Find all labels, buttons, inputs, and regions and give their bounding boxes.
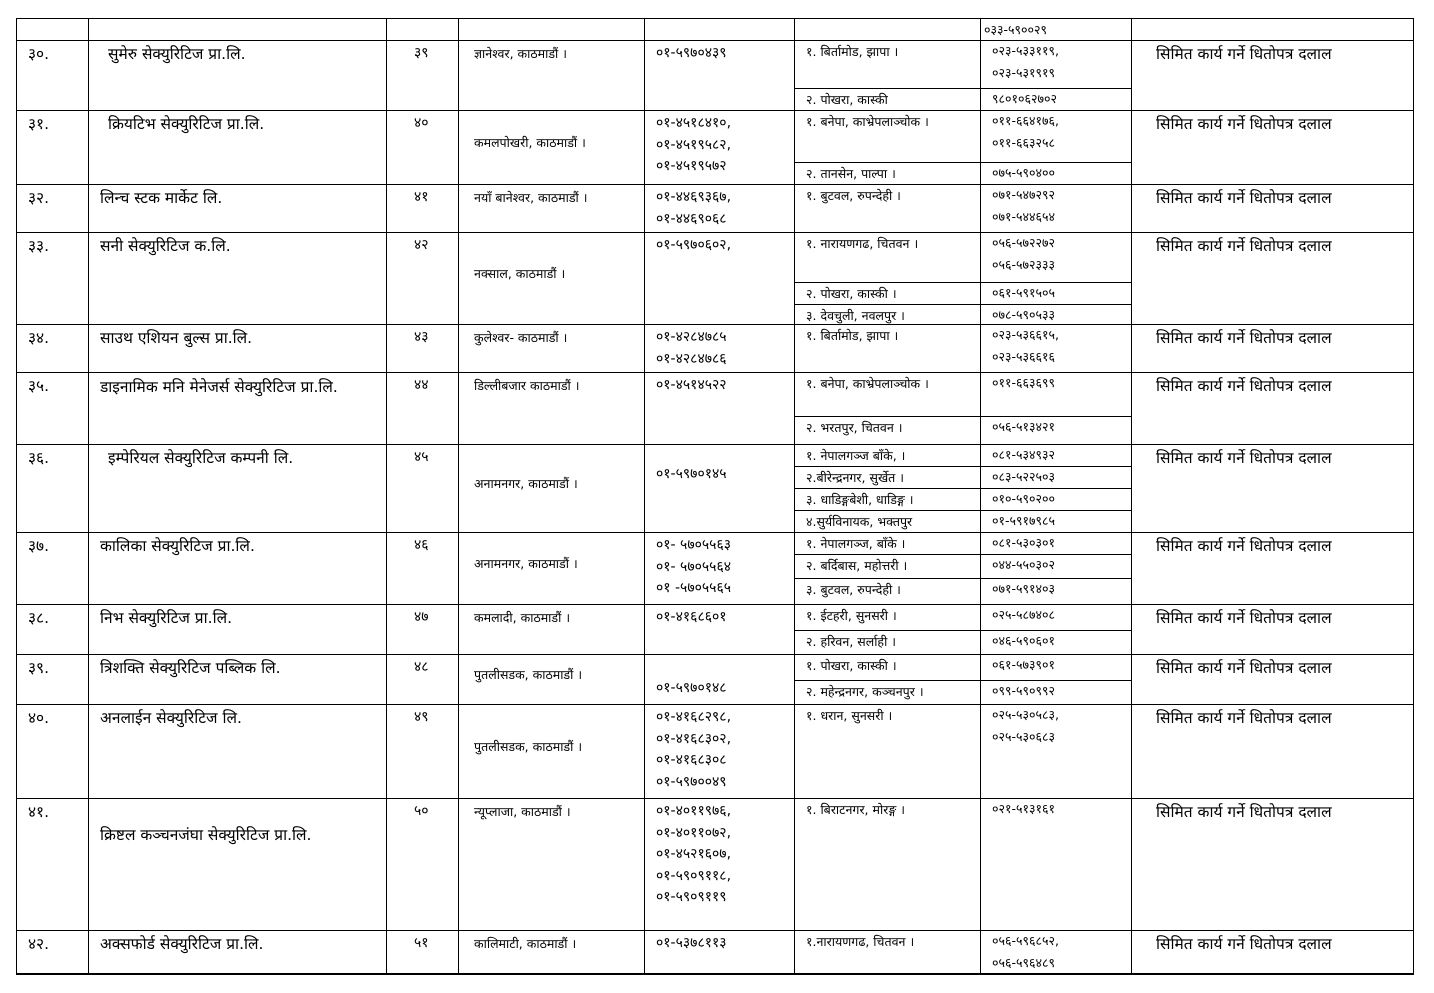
branch-phones bbox=[992, 510, 1130, 532]
branch-phone: ०८१-५३४९३२ bbox=[992, 447, 1056, 462]
broker-name: लिन्च स्टक मार्केट लि. bbox=[100, 189, 223, 207]
phone-number: ०१-५३७८११३ bbox=[656, 935, 727, 951]
phone-list bbox=[656, 707, 792, 793]
broker-code: ४६ bbox=[414, 537, 429, 553]
phone-number: ०१-५९७०६०२, bbox=[656, 237, 732, 253]
broker-name: क्रिष्टल कञ्चनजंघा सेक्युरिटिज प्रा.लि. bbox=[100, 826, 312, 844]
broker-address: कमलादी, काठमाडौं । bbox=[474, 610, 571, 625]
branch-name: ३. धाडिङ्गबेशी, धाडिङ्ग । bbox=[806, 492, 914, 507]
phone-list bbox=[656, 113, 792, 178]
phone-list bbox=[656, 933, 792, 955]
branch-phones bbox=[992, 372, 1130, 394]
branch-name: २. महेन्द्रनगर, कञ्चनपुर । bbox=[806, 684, 924, 699]
broker-address: अनामनगर, काठमाडौं । bbox=[474, 476, 578, 491]
phone-number: ०१-४५१९५८२, bbox=[656, 136, 732, 153]
phone-number: ०१-४४६९०६८ bbox=[656, 210, 727, 227]
broker-code: ४४ bbox=[414, 377, 429, 393]
broker-type: सिमित कार्य गर्ने धितोपत्र दलाल bbox=[1156, 377, 1332, 395]
phone-list bbox=[656, 235, 792, 257]
broker-address: नक्साल, काठमाडौं । bbox=[474, 266, 566, 281]
branch-name: २. पोखरा, कास्की bbox=[806, 92, 888, 107]
top-rule bbox=[16, 18, 1414, 19]
branch-name: २. बर्दिबास, महोत्तरी । bbox=[806, 558, 908, 573]
phone-number: ०१-४४६९३६७, bbox=[656, 189, 732, 205]
branch-phones bbox=[992, 162, 1130, 184]
branch-phone: ०४६-५९०६०१ bbox=[992, 633, 1056, 648]
branch-phones bbox=[992, 654, 1130, 676]
phone-number: ०१-४१६८२९८, bbox=[656, 709, 732, 725]
top-partial-phone: ०३३-५९००२९ bbox=[984, 22, 1048, 37]
serial-number: ४०. bbox=[28, 709, 50, 727]
broker-name: सुमेरु सेक्युरिटिज प्रा.लि. bbox=[108, 45, 246, 63]
branch-phones bbox=[992, 88, 1130, 110]
branch-phone: ०२५-५८७४०८ bbox=[992, 607, 1056, 622]
serial-number: ३४. bbox=[28, 329, 50, 347]
phone-number: ०१-४०११९७६, bbox=[656, 803, 732, 819]
branch-phone: ०८३-५२२५०३ bbox=[992, 469, 1056, 484]
branch-name: १. बनेपा, काभ्रेपलाञ्चोक । bbox=[806, 376, 929, 391]
phone-number: ०१-४०११०७२, bbox=[656, 824, 732, 841]
branch-phone: ०११-६६३६९९ bbox=[992, 375, 1056, 390]
row-rule bbox=[16, 232, 1414, 233]
branch-phones bbox=[992, 184, 1130, 228]
broker-address: न्यूप्लाजा, काठमाडौं । bbox=[474, 804, 571, 819]
branch-phone: ०२१-५१३१६१ bbox=[992, 801, 1056, 816]
column-rule bbox=[644, 18, 645, 974]
branch-phone: ०२३-५३६६१६ bbox=[992, 349, 1056, 364]
branch-phones bbox=[992, 798, 1130, 820]
phone-list bbox=[656, 327, 792, 370]
broker-type: सिमित कार्य गर्ने धितोपत्र दलाल bbox=[1156, 45, 1332, 63]
column-rule bbox=[458, 18, 459, 974]
serial-number: ३१. bbox=[28, 115, 50, 133]
branch-name: १. बिर्तामोड, झापा । bbox=[806, 44, 899, 59]
broker-code: ४९ bbox=[414, 709, 429, 725]
branch-phone: ०७१-५४७२९२ bbox=[992, 187, 1056, 202]
phone-number: ०१-५९०९११९ bbox=[656, 889, 727, 905]
branch-phones bbox=[992, 704, 1130, 748]
broker-type: सिमित कार्य गर्ने धितोपत्र दलाल bbox=[1156, 237, 1332, 255]
serial-number: ३८. bbox=[28, 609, 50, 627]
phone-list bbox=[656, 464, 792, 486]
branch-phone: ०९९-५९०९९२ bbox=[992, 683, 1056, 698]
row-rule bbox=[16, 930, 1414, 931]
row-rule bbox=[16, 532, 1414, 533]
phone-number: ०१-५९७०१४८ bbox=[656, 680, 727, 696]
branch-phones bbox=[992, 930, 1130, 974]
phone-number: ०१ -५७०५५६५ bbox=[656, 580, 732, 596]
broker-type: सिमित कार्य गर्ने धितोपत्र दलाल bbox=[1156, 189, 1332, 207]
broker-type: सिमित कार्य गर्ने धितोपत्र दलाल bbox=[1156, 709, 1332, 727]
phone-list bbox=[656, 801, 792, 909]
broker-code: ५० bbox=[414, 803, 429, 819]
column-rule bbox=[1131, 18, 1132, 974]
branch-phones bbox=[992, 604, 1130, 626]
phone-number: ०१-५९७०४३९ bbox=[656, 45, 727, 61]
branch-name: २. हरिवन, सर्लाही । bbox=[806, 634, 897, 649]
branch-phone: ९८०१०६२७०२ bbox=[992, 91, 1058, 106]
branch-name: १. धरान, सुनसरी । bbox=[806, 708, 893, 723]
serial-number: ३२. bbox=[28, 189, 50, 207]
phone-number: ०१-४५२१६०७, bbox=[656, 846, 732, 862]
column-rule bbox=[386, 18, 387, 974]
branch-phones bbox=[992, 232, 1130, 276]
phone-list bbox=[656, 607, 792, 629]
row-rule bbox=[16, 40, 1414, 41]
broker-address: पुतलीसडक, काठमाडौं । bbox=[474, 667, 583, 682]
branch-phone: ०७८-५९०५३३ bbox=[992, 307, 1056, 322]
row-rule bbox=[16, 798, 1414, 799]
branch-phones bbox=[992, 416, 1130, 438]
broker-address: कालिमाटी, काठमाडौं । bbox=[474, 936, 577, 951]
branch-name: २. पोखरा, कास्की । bbox=[806, 286, 897, 301]
broker-name: इम्पेरियल सेक्युरिटिज कम्पनी लि. bbox=[108, 449, 294, 467]
branch-name: १. बिराटनगर, मोरङ्ग । bbox=[806, 802, 905, 817]
branch-name: ३. देवचुली, नवलपुर । bbox=[806, 308, 905, 323]
branch-phone: ०२५-५३०५८३, bbox=[992, 707, 1059, 722]
branch-phone: ०५६-५१३४२१ bbox=[992, 419, 1056, 434]
row-rule bbox=[16, 184, 1414, 185]
branch-phone: ०७५-५९०४०० bbox=[992, 165, 1056, 180]
broker-type: सिमित कार्य गर्ने धितोपत्र दलाल bbox=[1156, 935, 1332, 953]
branch-name: ४.सुर्यविनायक, भक्तपुर bbox=[806, 514, 913, 529]
broker-code: ४७ bbox=[414, 609, 429, 625]
branch-phones bbox=[992, 630, 1130, 652]
serial-number: ३६. bbox=[28, 449, 50, 467]
phone-number: ०१-५९७००४९ bbox=[656, 773, 727, 790]
serial-number: ३३. bbox=[28, 237, 50, 255]
branch-phones bbox=[992, 488, 1130, 510]
branch-name: १. बुटवल, रुपन्देही । bbox=[806, 188, 901, 203]
row-rule bbox=[16, 604, 1414, 605]
phone-number: ०१-४१६८३०८ bbox=[656, 752, 727, 768]
broker-code: ४३ bbox=[414, 329, 429, 345]
branch-phones bbox=[992, 324, 1130, 368]
broker-code: ४१ bbox=[414, 189, 429, 205]
branch-phones bbox=[992, 680, 1130, 702]
phone-number: ०१- ५७०५५६३ bbox=[656, 537, 732, 553]
branch-phones bbox=[992, 40, 1130, 84]
broker-type: सिमित कार्य गर्ने धितोपत्र दलाल bbox=[1156, 609, 1332, 627]
phone-number: ०१-४५१४५२२ bbox=[656, 377, 727, 393]
branch-phone: ०२३-५३१९१९ bbox=[992, 65, 1056, 80]
broker-name: निभ सेक्युरिटिज प्रा.लि. bbox=[100, 609, 233, 627]
phone-list bbox=[656, 535, 792, 600]
broker-type: सिमित कार्य गर्ने धितोपत्र दलाल bbox=[1156, 659, 1332, 677]
broker-name: अनलाईन सेक्युरिटिज लि. bbox=[100, 709, 242, 727]
broker-code: ४० bbox=[414, 115, 429, 131]
broker-name: साउथ एशियन बुल्स प्रा.लि. bbox=[100, 329, 253, 347]
row-rule bbox=[16, 444, 1414, 445]
phone-number: ०१-५९७०१४५ bbox=[656, 466, 727, 482]
branch-phone: ०८१-५३०३०१ bbox=[992, 535, 1056, 550]
broker-address: कुलेश्वर- काठमाडौं । bbox=[474, 330, 568, 345]
branch-name: १. नेपालगञ्ज बाँके, । bbox=[806, 448, 906, 463]
branch-name: २.बीरेन्द्रनगर, सुर्खेत । bbox=[806, 470, 905, 485]
branch-name: ३. बुटवल, रुपन्देही । bbox=[806, 582, 901, 597]
broker-address: पुतलीसडक, काठमाडौं । bbox=[474, 739, 583, 754]
phone-number: ०१-४१६८६०१ bbox=[656, 609, 727, 625]
broker-name: सनी सेक्युरिटिज क.लि. bbox=[100, 237, 231, 255]
branch-name: १. नारायणगढ, चितवन । bbox=[806, 236, 919, 251]
branch-name: १. ईटहरी, सुनसरी । bbox=[806, 608, 897, 623]
serial-number: ३५. bbox=[28, 377, 50, 395]
branch-phone: ०६१-५७३९०१ bbox=[992, 657, 1056, 672]
phone-number: ०१-४१६८३०२, bbox=[656, 730, 732, 747]
broker-address: कमलपोखरी, काठमाडौं । bbox=[474, 135, 586, 150]
broker-address: डिल्लीबजार काठमाडौं । bbox=[474, 378, 580, 393]
broker-type: सिमित कार्य गर्ने धितोपत्र दलाल bbox=[1156, 115, 1332, 133]
phone-number: ०१-४५१८४१०, bbox=[656, 115, 732, 131]
broker-code: ३९ bbox=[414, 45, 429, 61]
branch-phones bbox=[992, 282, 1130, 304]
phone-list bbox=[656, 187, 792, 230]
phone-list bbox=[656, 375, 792, 397]
phone-number: ०१-४५१९५७२ bbox=[656, 158, 727, 174]
column-rule bbox=[16, 18, 17, 974]
branch-phone: ०११-६६४१७६, bbox=[992, 113, 1059, 128]
branch-name: १. पोखरा, कास्की । bbox=[806, 658, 897, 673]
branch-name: १.नारायणगढ, चितवन । bbox=[806, 934, 915, 949]
broker-table bbox=[16, 18, 1414, 973]
row-rule bbox=[16, 324, 1414, 325]
branch-phone: ०६१-५९१५०५ bbox=[992, 285, 1056, 300]
serial-number: ४२. bbox=[28, 935, 50, 953]
branch-phones bbox=[992, 466, 1130, 488]
serial-number: ३९. bbox=[28, 659, 50, 677]
branch-phones bbox=[992, 554, 1130, 576]
phone-number: ०१-४२८४७८६ bbox=[656, 350, 727, 367]
phone-number: ०१- ५७०५५६४ bbox=[656, 558, 732, 575]
branch-phone: ०२५-५३०६८३ bbox=[992, 729, 1056, 744]
branch-phones bbox=[992, 304, 1130, 326]
broker-name: कालिका सेक्युरिटिज प्रा.लि. bbox=[100, 537, 255, 555]
broker-type: सिमित कार्य गर्ने धितोपत्र दलाल bbox=[1156, 329, 1332, 347]
branch-phone: ०१-५९१७९८५ bbox=[992, 513, 1056, 528]
phone-list bbox=[656, 678, 792, 700]
branch-phones bbox=[992, 578, 1130, 600]
broker-address: ज्ञानेश्वर, काठमाडौं । bbox=[474, 46, 567, 61]
broker-name: क्रियटिभ सेक्युरिटिज प्रा.लि. bbox=[108, 115, 265, 133]
branch-phone: ०१०-५९०२०० bbox=[992, 491, 1056, 506]
branch-phone: ०२३-५३६६१५, bbox=[992, 327, 1059, 342]
row-rule bbox=[16, 654, 1414, 655]
branch-phone: ०७१-५९१४०३ bbox=[992, 581, 1056, 596]
row-rule bbox=[16, 974, 1414, 975]
broker-name: डाइनामिक मनि मेनेजर्स सेक्युरिटिज प्रा.लि. bbox=[100, 378, 338, 396]
broker-name: अक्सफोर्ड सेक्युरिटिज प्रा.लि. bbox=[100, 935, 264, 953]
phone-number: ०१-४२८४७८५ bbox=[656, 329, 727, 345]
broker-code: ४८ bbox=[414, 659, 429, 675]
branch-phone: ०५६-५७२३३३ bbox=[992, 257, 1056, 272]
branch-phone: ०५६-५७२२७२ bbox=[992, 235, 1056, 250]
branch-name: २. भरतपुर, चितवन । bbox=[806, 420, 903, 435]
serial-number: ३०. bbox=[28, 45, 50, 63]
broker-name: त्रिशक्ति सेक्युरिटिज पब्लिक लि. bbox=[100, 659, 281, 677]
broker-type: सिमित कार्य गर्ने धितोपत्र दलाल bbox=[1156, 449, 1332, 467]
phone-number: ०१-५९०९११८, bbox=[656, 867, 732, 884]
serial-number: ३७. bbox=[28, 537, 50, 555]
branch-phone: ०२३-५३३११९, bbox=[992, 43, 1059, 58]
broker-code: ४५ bbox=[414, 449, 429, 465]
branch-phone: ०७१-५४४६५४ bbox=[992, 209, 1056, 224]
branch-name: १. बिर्तामोड, झापा । bbox=[806, 328, 899, 343]
phone-list bbox=[656, 43, 792, 65]
column-rule bbox=[88, 18, 89, 974]
broker-code: ४२ bbox=[414, 237, 429, 253]
broker-address: नयाँ बानेश्वर, काठमाडौं । bbox=[474, 190, 588, 205]
broker-type: सिमित कार्य गर्ने धितोपत्र दलाल bbox=[1156, 537, 1332, 555]
branch-name: १. बनेपा, काभ्रेपलाञ्चोक । bbox=[806, 114, 929, 129]
serial-number: ४१. bbox=[28, 803, 50, 821]
branch-name: १. नेपालगञ्ज, बाँके । bbox=[806, 536, 906, 551]
branch-phones bbox=[992, 444, 1130, 466]
branch-phone: ०४४-५५०३०२ bbox=[992, 557, 1056, 572]
branch-phone: ०११-६६३२५८ bbox=[992, 135, 1056, 150]
branch-phones bbox=[992, 110, 1130, 154]
branch-phone: ०५६-५९६८५२, bbox=[992, 933, 1059, 948]
row-rule bbox=[16, 704, 1414, 705]
broker-address: अनामनगर, काठमाडौं । bbox=[474, 556, 578, 571]
row-rule bbox=[16, 110, 1414, 111]
row-rule bbox=[16, 372, 1414, 373]
column-rule bbox=[1413, 18, 1414, 974]
broker-type: सिमित कार्य गर्ने धितोपत्र दलाल bbox=[1156, 803, 1332, 821]
broker-code: ५१ bbox=[414, 935, 429, 951]
branch-name: २. तानसेन, पाल्पा । bbox=[806, 166, 896, 181]
branch-phones bbox=[992, 532, 1130, 554]
branch-phone: ०५६-५९६४८९ bbox=[992, 955, 1056, 970]
